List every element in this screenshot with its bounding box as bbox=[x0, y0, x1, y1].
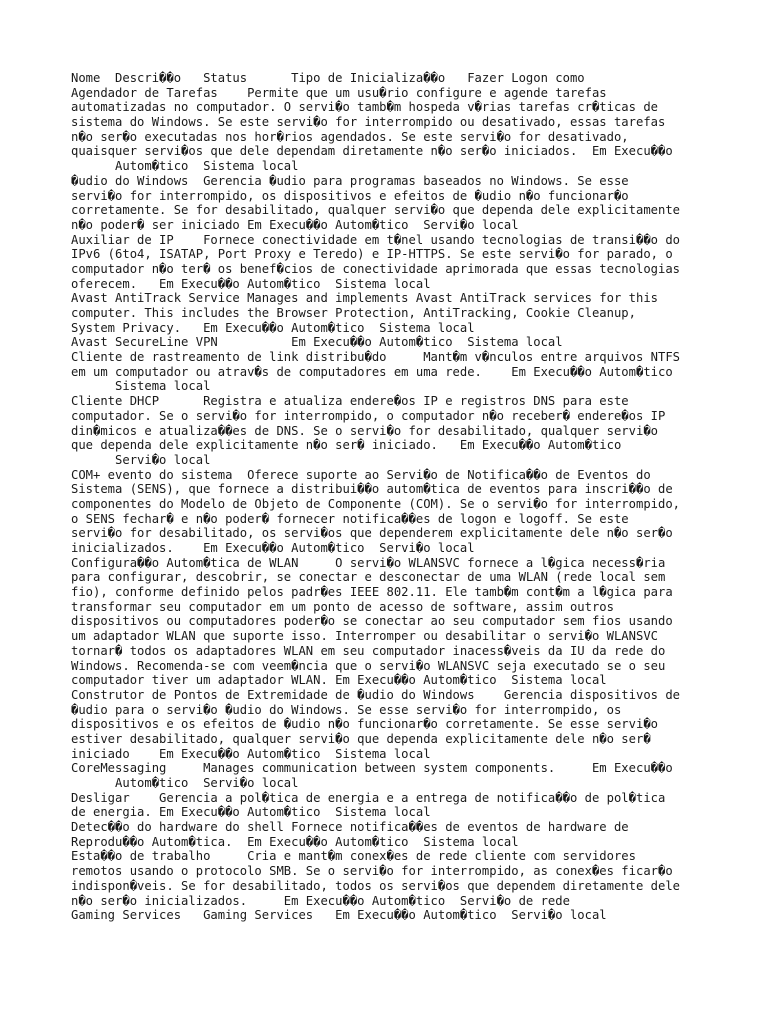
text-line: automatizadas no computador. O servi�o tamb�m hospeda v�rias tarefas cr�ticas de bbox=[71, 100, 658, 115]
text-line: quaisquer servi�os que dele dependam diretamente n�o ser�o iniciados. Em Execu��o bbox=[71, 144, 673, 159]
text-line: Windows. Recomenda-se com veem�ncia que o servi�o WLANSVC seja executado se o seu bbox=[71, 658, 666, 673]
text-line: Avast AntiTrack Service Manages and implements Avast AntiTrack services for this bbox=[71, 291, 658, 306]
text-line: System Privacy. Em Execu��o Autom�tico Sistema local bbox=[71, 320, 475, 335]
text-line: que dependa dele explicitamente n�o ser� iniciado. Em Execu��o Autom�tico bbox=[71, 438, 622, 453]
text-line: dispositivos ou computadores poder�o se conectar ao seu computador sem fios usando bbox=[71, 614, 673, 629]
text-line: Agendador de Tarefas Permite que um usu�rio configure e agende tarefas bbox=[71, 85, 607, 100]
text-line: estiver desabilitado, qualquer servi�o que dependa explicitamente dele n�o ser� bbox=[71, 731, 651, 746]
text-line: computador n�o ter� os benef�cios de conectividade aprimorada que essas tecnologias bbox=[71, 261, 681, 276]
text-line: inicializados. Em Execu��o Autom�tico Servi�o local bbox=[71, 541, 475, 555]
text-line: um adaptador WLAN que suporte isso. Interromper ou desabilitar o servi�o WLANSVC bbox=[71, 629, 658, 644]
text-line: fio), conforme definido pelos padr�es IEEE 802.11. Ele tamb�m cont�m a l�gica para bbox=[71, 585, 673, 600]
text-line: IPv6 (6to4, ISATAP, Port Proxy e Teredo) e IP-HTTPS. Se este servi�o for parado, o bbox=[71, 247, 673, 262]
text-line: Reprodu��o Autom�tica. Em Execu��o Autom�tico Sistema local bbox=[71, 834, 519, 849]
text-line: para configurar, descobrir, se conectar e desconectar de uma WLAN (rede local sem bbox=[71, 570, 666, 585]
text-line: componentes do Modelo de Objeto de Componente (COM). Se o servi�o for interrompido, bbox=[71, 496, 681, 511]
text-line: Cliente DHCP Registra e atualiza endere�os IP e registros DNS para este bbox=[71, 394, 629, 409]
text-line: corretamente. Se for desabilitado, qualquer servi�o que dependa dele explicitamente bbox=[71, 203, 681, 218]
text-line: Sistema local bbox=[71, 379, 211, 394]
text-line: Cliente de rastreamento de link distribu�do Mant�m v�nculos entre arquivos NTFS bbox=[71, 350, 681, 365]
text-line: servi�o for desabilitado, os servi�os que dependerem explicitamente dele n�o ser�o bbox=[71, 526, 673, 541]
text-line: iniciado Em Execu��o Autom�tico Sistema local bbox=[71, 746, 431, 761]
text-line: CoreMessaging Manages communication between system components. Em Execu��o bbox=[71, 761, 673, 776]
text-line: Detec��o do hardware do shell Fornece notifica��es de eventos de hardware de bbox=[71, 820, 629, 835]
text-line: Servi�o local bbox=[71, 452, 211, 467]
text-line: dispositivos e os efeitos de �udio n�o funcionar�o corretamente. Se esse servi�o bbox=[71, 717, 658, 732]
text-line: o SENS fechar� e n�o poder� fornecer notifica��es de logon e logoff. Se este bbox=[71, 511, 629, 526]
text-line: Avast SecureLine VPN Em Execu��o Autom�tico Sistema local bbox=[71, 335, 563, 350]
text-line: Sistema (SENS), que fornece a distribui��o autom�tica de eventos para inscri��o de bbox=[71, 482, 673, 497]
text-line: COM+ evento do sistema Oferece suporte ao Servi�o de Notifica��o de Eventos do bbox=[71, 467, 651, 482]
document-page bbox=[71, 71, 711, 923]
text-line: remotos usando o protocolo SMB. Se o servi�o for interrompido, as conex�es ficar�o bbox=[71, 864, 673, 879]
text-line: Desligar Gerencia a pol�tica de energia e a entrega de notifica��o de pol�tica bbox=[71, 790, 666, 805]
text-line: oferecem. Em Execu��o Autom�tico Sistema local bbox=[71, 276, 431, 291]
text-line: n�o poder� ser iniciado Em Execu��o Autom�tico Servi�o local bbox=[71, 217, 519, 232]
text-line: tornar� todos os adaptadores WLAN em seu computador inacess�veis da IU da rede do bbox=[71, 643, 666, 658]
text-line: computador tiver um adaptador WLAN. Em Execu��o Autom�tico Sistema local bbox=[71, 673, 607, 688]
text-line: Gaming Services Gaming Services Em Execu��o Autom�tico Servi�o local bbox=[71, 908, 607, 923]
text-line: computador. Se o servi�o for interrompido, o computador n�o receber� endere�os IP bbox=[71, 408, 666, 423]
text-line: Auxiliar de IP Fornece conectividade em t�nel usando tecnologias de transi��o do bbox=[71, 232, 681, 247]
text-line: n�o ser�o inicializados. Em Execu��o Autom�tico Servi�o de rede bbox=[71, 893, 570, 908]
text-line: Autom�tico Sistema local bbox=[71, 159, 299, 174]
text-line: �udio do Windows Gerencia �udio para programas baseados no Windows. Se esse bbox=[71, 173, 629, 188]
text-line: Esta��o de trabalho Cria e mant�m conex�es de rede cliente com servidores bbox=[71, 849, 636, 864]
text-line: servi�o for interrompido, os dispositivos e efeitos de �udio n�o funcionar�o bbox=[71, 188, 629, 203]
text-line: Autom�tico Servi�o local bbox=[71, 776, 299, 790]
text-line: Nome Descri��o Status Tipo de Inicializa��o Fazer Logon como bbox=[71, 71, 585, 85]
text-line: em um computador ou atrav�s de computadores em uma rede. Em Execu��o Autom�tico bbox=[71, 364, 673, 379]
text-line: Configura��o Autom�tica de WLAN O servi�o WLANSVC fornece a l�gica necess�ria bbox=[71, 555, 666, 570]
text-line: indispon�veis. Se for desabilitado, todos os servi�os que dependem diretamente dele bbox=[71, 878, 681, 893]
text-line: de energia. Em Execu��o Autom�tico Sistema local bbox=[71, 805, 431, 820]
text-line: n�o ser�o executadas nos hor�rios agendados. Se este servi�o for desativado, bbox=[71, 129, 629, 144]
text-line: transformar seu computador em um ponto de acesso de software, assim outros bbox=[71, 599, 614, 614]
text-line: sistema do Windows. Se este servi�o for interrompido ou desativado, essas tarefas bbox=[71, 115, 666, 130]
text-line: Construtor de Pontos de Extremidade de �udio do Windows Gerencia dispositivos de bbox=[71, 687, 681, 702]
text-line: �udio para o servi�o �udio do Windows. Se esse servi�o for interrompido, os bbox=[71, 702, 622, 717]
text-line: din�micos e atualiza��es de DNS. Se o servi�o for desabilitado, qualquer servi�o bbox=[71, 423, 658, 438]
text-line: computer. This includes the Browser Protection, AntiTracking, Cookie Cleanup, bbox=[71, 306, 636, 320]
